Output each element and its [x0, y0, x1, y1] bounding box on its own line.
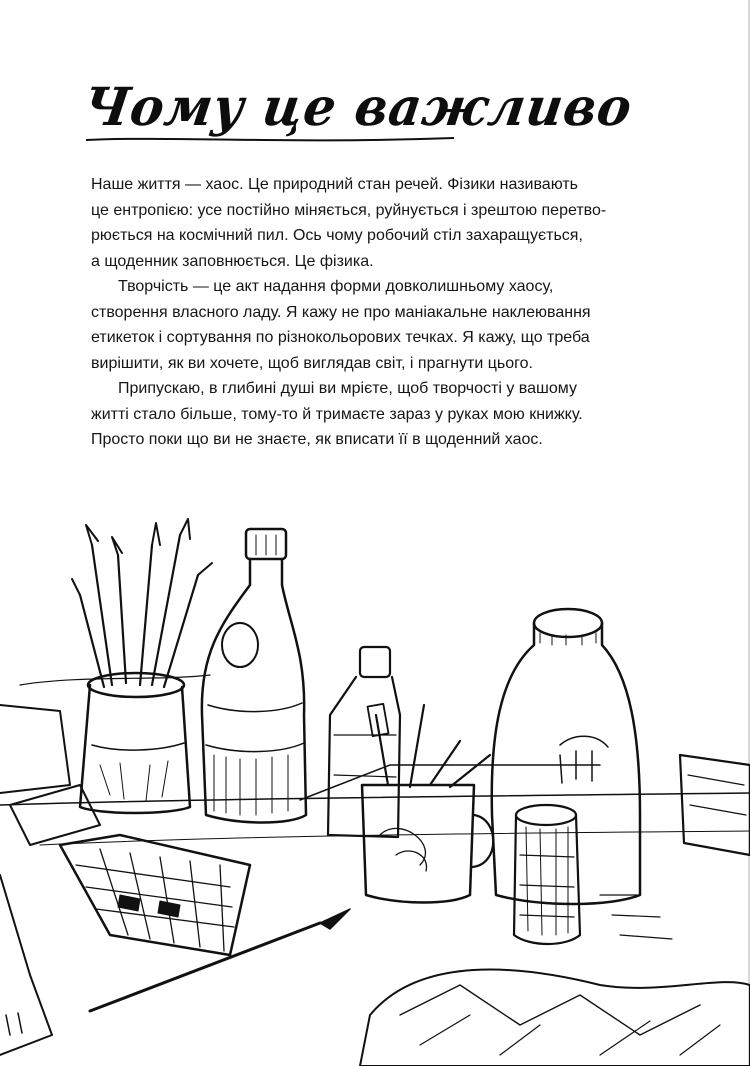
tall-bottle: [202, 529, 306, 823]
milk-bottle: [492, 609, 640, 904]
text-line: етикеток і сортування по різнокольорових течках. Я кажу, що треба: [91, 329, 590, 346]
body-text: [91, 172, 651, 453]
text-line: Творчість — це акт надання форми довколишньому хаосу,: [118, 278, 554, 295]
text-line: Просто поки що ви не знаєте, як вписати її в щоденний хаос.: [91, 431, 543, 448]
text-line: житті стало більше, тому-то й тримаєте зараз у руках мою книжку.: [91, 405, 583, 423]
crumpled-papers: [360, 895, 750, 1066]
text-line: Припускаю, в глибині душі ви мрієте, щоб творчості у вашому: [118, 380, 577, 397]
watercolor-palette: [60, 835, 250, 955]
paragraph-3: [91, 376, 651, 453]
mug-with-pens: [362, 704, 493, 903]
long-brush: [90, 909, 350, 1011]
text-line: створення власного ладу. Я кажу не про маніакальне наклеювання: [91, 303, 591, 321]
brush-jar: [72, 519, 212, 813]
text-line: а щоденник заповнюється. Це фізика.: [91, 252, 374, 270]
text-line: рюється на космічний пил. Ось чому робочий стіл захаращується,: [91, 227, 583, 244]
art-supplies-sketch: [0, 515, 750, 1066]
box-right: [680, 755, 750, 855]
text-line: це ентропією: усе постійно міняється, руйнується і зрештою перетво-: [91, 201, 607, 219]
title-underline-stroke: [84, 134, 456, 146]
text-line: Наше життя — хаос. Це природний стан речей. Фізики називають: [91, 176, 578, 193]
page-title: Чому це важливо: [79, 75, 637, 138]
small-jar: [514, 805, 580, 944]
paragraph-1: [91, 172, 651, 274]
text-line: вирішити, як ви хочете, щоб виглядав світ, і прагнути цього.: [91, 354, 533, 372]
paragraph-2: [91, 274, 651, 376]
